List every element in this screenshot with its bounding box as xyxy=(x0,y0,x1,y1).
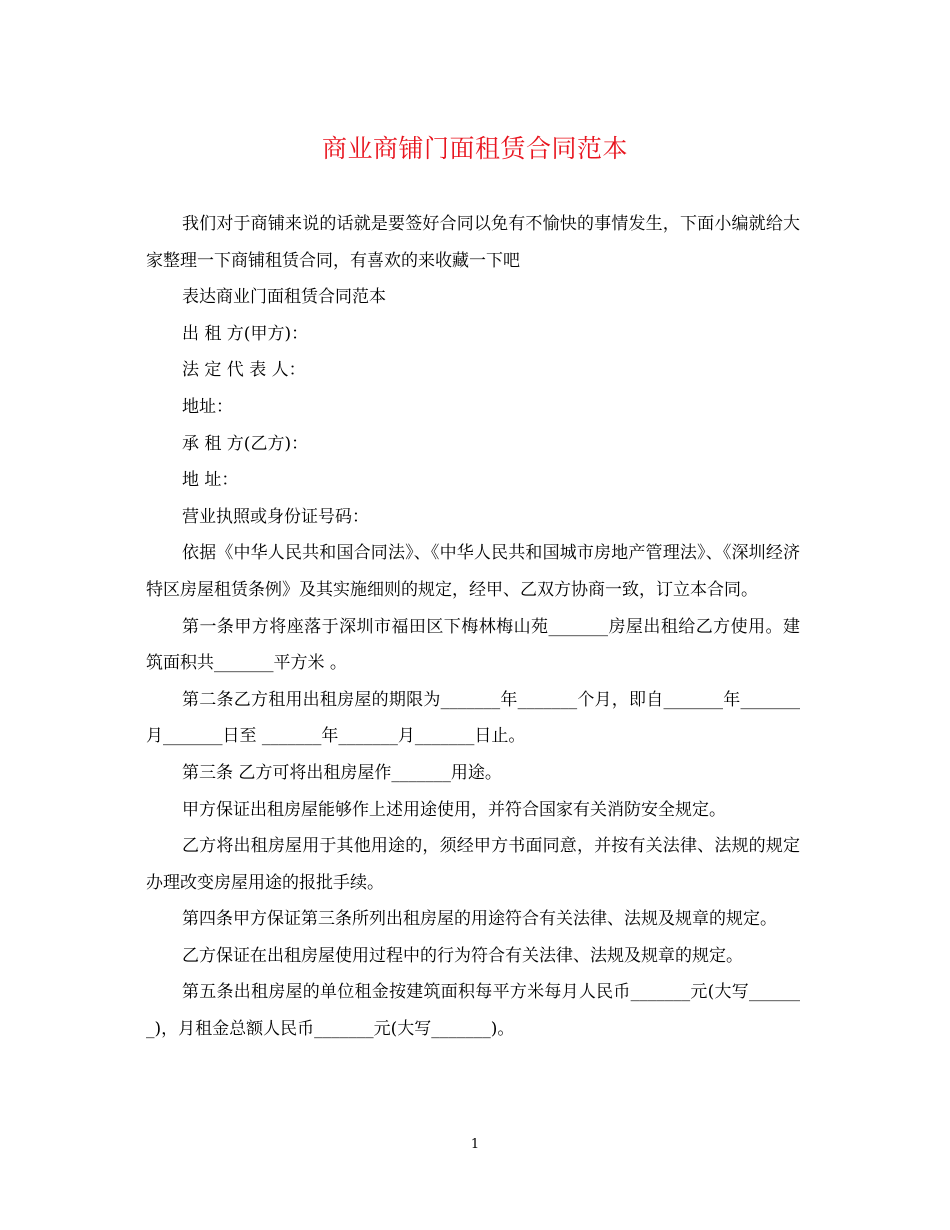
article-1-paragraph: 第一条甲方将座落于深圳市福田区下梅林梅山苑_______房屋出租给乙方使用。建筑面积共_______平方米 。 xyxy=(146,616,800,674)
intro-paragraph: 我们对于商铺来说的话就是要签好合同以免有不愉快的事情发生，下面小编就给大家整理一下商铺租赁合同，有喜欢的来收藏一下吧 xyxy=(146,214,800,271)
lessor-line: 出 租 方(甲方)： xyxy=(182,323,309,344)
article-3-clause-b: 乙方将出租房屋用于其他用途的，须经甲方书面同意，并按有关法律、法规的规定办理改变房屋用途的报批手续。 xyxy=(146,836,800,893)
legal-representative-line: 法 定 代 表 人： xyxy=(182,360,306,381)
lessor-address-line: 地址： xyxy=(182,396,233,417)
lessee-address-line: 地 址： xyxy=(182,470,239,491)
article-2-paragraph: 第二条乙方租用出租房屋的期限为_______年_______个月，即自_______年_______月_______日至 _______年_______月_______日止。 xyxy=(146,689,800,747)
lessee-line: 承 租 方(乙方)： xyxy=(182,433,309,454)
subtitle-line: 表达商业门面租赁合同范本 xyxy=(182,287,386,308)
document-title: 商业商铺门面租赁合同范本 xyxy=(321,134,628,163)
article-3-clause-a: 甲方保证出租房屋能够作上述用途使用，并符合国家有关消防安全规定。 xyxy=(182,799,726,820)
article-3-paragraph: 第三条 乙方可将出租房屋作_______用途。 xyxy=(182,762,502,783)
page-number: 1 xyxy=(470,1137,480,1152)
legal-basis-paragraph: 依据《中华人民共和国合同法》、《中华人民共和国城市房地产管理法》、《深圳经济特区房屋租赁条例》及其实施细则的规定，经甲、乙双方协商一致，订立本合同。 xyxy=(146,543,800,600)
document-body xyxy=(146,206,800,1048)
article-5-paragraph: 第五条出租房屋的单位租金按建筑面积每平方米每月人民币_______元(大写_______)，月租金总额人民币_______元(大写_______)。 xyxy=(146,982,800,1040)
article-4-clause: 乙方保证在出租房屋使用过程中的行为符合有关法律、法规及规章的规定。 xyxy=(182,945,743,966)
license-id-line: 营业执照或身份证号码： xyxy=(182,506,369,527)
article-4-paragraph: 第四条甲方保证第三条所列出租房屋的用途符合有关法律、法规及规章的规定。 xyxy=(182,909,777,930)
